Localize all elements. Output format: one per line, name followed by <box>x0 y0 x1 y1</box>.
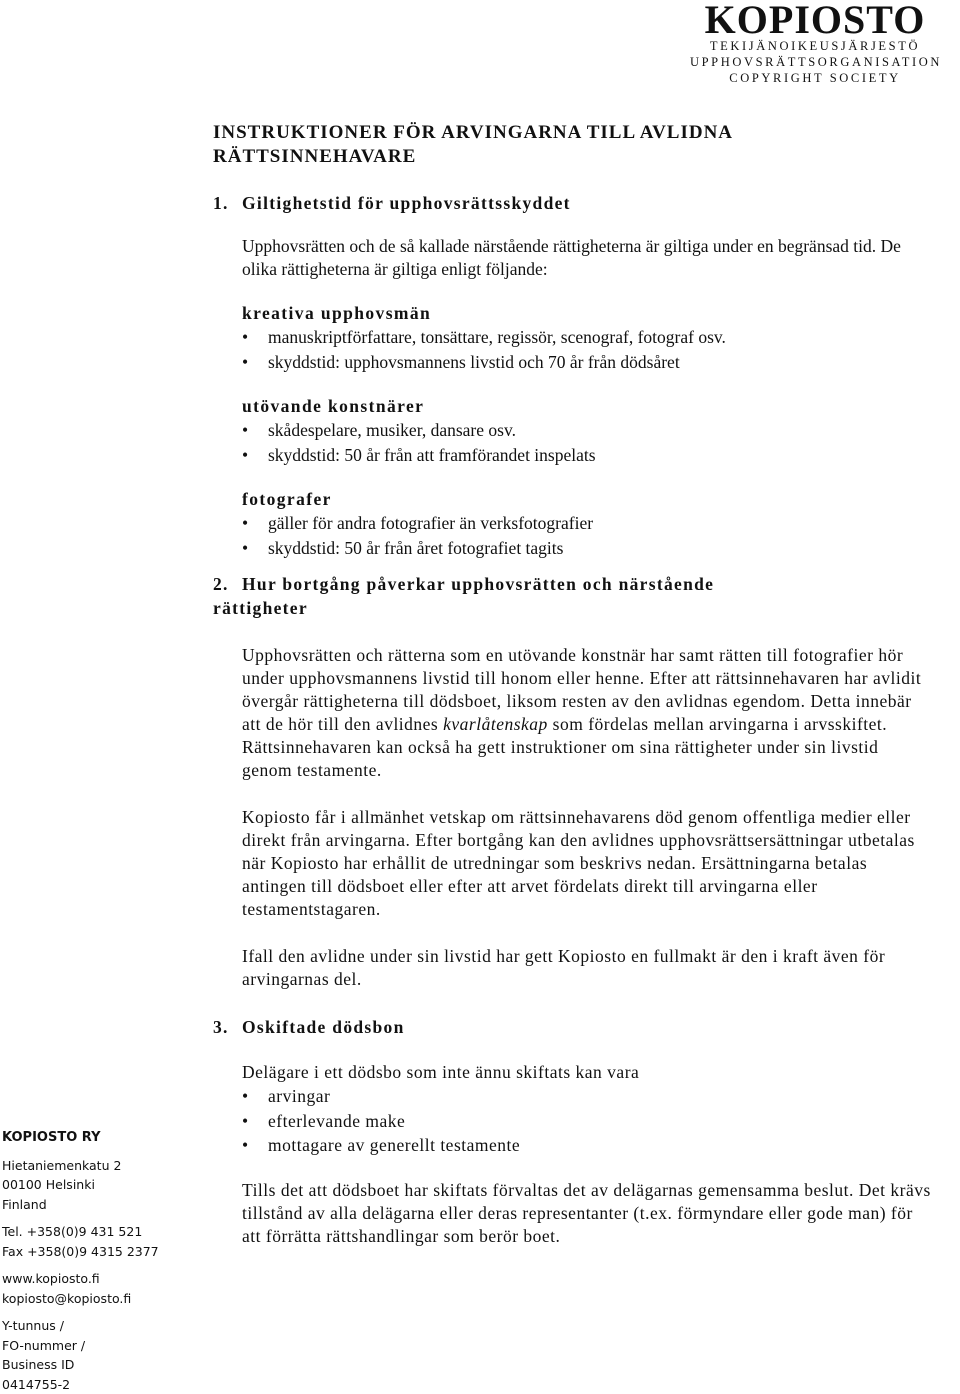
section-2-title-line-1: Hur bortgång påverkar upphovsrätten och närstående <box>242 574 714 594</box>
document-title-line-2: RÄTTSINNEHAVARE <box>213 145 933 169</box>
list-item: • efterlevande make <box>242 1109 933 1134</box>
section-1-title: Giltighetstid för upphovsrättsskyddet <box>242 193 571 213</box>
section-3-body <box>242 1061 933 1248</box>
group-performers-list <box>242 418 933 467</box>
section-2-heading <box>213 572 933 620</box>
section-2-body <box>242 644 933 991</box>
section-2-paragraph-2: Kopiosto får i allmänhet vetskap om rättsinnehavarens död genom offentliga medier eller direkt från arvingarna. Efter bortgång kan den avlidnes upphovsrättsersättningar utbetalas när Kopiosto har erhållit de utredningar som beskrivs nedan. Ersättningarna betalas antingen till dödsboet eller efter att arvet fördelats direkt till arvingarna eller testamentstagaren. <box>242 806 933 921</box>
section-2-paragraph-3: Ifall den avlidne under sin livstid har gett Kopiosto en fullmakt är den i kraft även för arvingarnas del. <box>242 945 933 991</box>
contact-sidebar <box>2 1128 192 1394</box>
section-3-title: Oskiftade dödsbon <box>242 1017 405 1037</box>
section-2-number: 2. <box>213 572 242 596</box>
business-id-label-3: Business ID <box>2 1355 192 1375</box>
section-1-intro: Upphovsrätten och de så kallade närstående rättigheterna är giltiga under en begränsad tid. De olika rättigheterna är giltiga enligt följande: <box>242 235 933 281</box>
section-3-heading <box>213 1015 933 1039</box>
list-item: • arvingar <box>242 1084 933 1109</box>
emphasis-kvarlatenskap: kvarlåtenskap <box>443 714 548 734</box>
kopiosto-logo <box>690 0 940 86</box>
company-name: KOPIOSTO RY <box>2 1128 192 1148</box>
address-street: Hietaniemenkatu 2 <box>2 1156 192 1176</box>
list-item: • skyddstid: upphovsmannens livstid och 70 år från dödsåret <box>242 350 933 375</box>
group-creators-list <box>242 325 933 374</box>
section-3-intro: Delägare i ett dödsbo som inte ännu skiftats kan vara <box>242 1061 933 1084</box>
list-item: • skådespelare, musiker, dansare osv. <box>242 418 933 443</box>
logo-tagline-english: COPYRIGHT SOCIETY <box>690 70 940 86</box>
business-id-label-1: Y-tunnus / <box>2 1316 192 1336</box>
section-1-body <box>242 235 933 560</box>
section-1-heading <box>213 191 933 215</box>
list-item: • skyddstid: 50 år från året fotografiet tagits <box>242 536 933 561</box>
list-item: • mottagare av generellt testamente <box>242 1133 933 1158</box>
list-item: • skyddstid: 50 år från att framförandet inspelats <box>242 443 933 468</box>
section-3-number: 3. <box>213 1015 242 1039</box>
logo-tagline-finnish: TEKIJÄNOIKEUSJÄRJESTÖ <box>690 38 940 54</box>
phone-number: Tel. +358(0)9 431 521 <box>2 1222 192 1242</box>
section-2-title-line-2: rättigheter <box>213 596 933 620</box>
logo-tagline-swedish: UPPHOVSRÄTTSORGANISATION <box>690 54 940 70</box>
group-performers-heading: utövande konstnärer <box>242 394 933 418</box>
section-2-paragraph-1-end: som fördelas mellan arvingarna i arvsskiftet. Rättsinnehavaren kan också ha gett instruktioner om sina rättigheter under sin livstid genom testamente. <box>242 714 887 780</box>
co-owner-list <box>242 1084 933 1158</box>
email-link[interactable]: kopiosto@kopiosto.fi <box>2 1289 192 1309</box>
group-creators-heading: kreativa upphovsmän <box>242 301 933 325</box>
section-2-paragraph-1-start: Upphovsrätten och rätterna som en utövande konstnär har samt rätten till fotografier hör under upphovsmannens livstid till honom eller henne. Efter att rättsinnehavaren har avlidit övergår rättigheterna till dödsboet, liksom resten av den avlidnas egendom. Detta innebär att de hör till den avlidnes <box>242 645 921 734</box>
logo-wordmark: KOPIOSTO <box>690 2 940 38</box>
section-2-paragraph-1 <box>242 644 933 782</box>
fax-number: Fax +358(0)9 4315 2377 <box>2 1242 192 1262</box>
address-country: Finland <box>2 1195 192 1215</box>
group-photographers-list <box>242 511 933 560</box>
document-title <box>213 121 933 169</box>
business-id-value: 0414755-2 <box>2 1375 192 1394</box>
list-item: • manuskriptförfattare, tonsättare, regissör, scenograf, fotograf osv. <box>242 325 933 350</box>
section-1-number: 1. <box>213 191 242 215</box>
document-title-line-1: INSTRUKTIONER FÖR ARVINGARNA TILL AVLIDNA <box>213 121 933 145</box>
group-photographers-heading: fotografer <box>242 487 933 511</box>
address-city: 00100 Helsinki <box>2 1175 192 1195</box>
list-item: • gäller för andra fotografier än verksfotografier <box>242 511 933 536</box>
document-body <box>213 121 933 1248</box>
business-id-label-2: FO-nummer / <box>2 1336 192 1356</box>
website-link[interactable]: www.kopiosto.fi <box>2 1269 192 1289</box>
section-3-paragraph: Tills det att dödsboet har skiftats förvaltas det av delägarnas gemensamma beslut. Det krävs tillstånd av alla delägarna eller deras representanter (t.ex. förmyndare eller gode man) för att förrätta rättshandlingar som berör boet. <box>242 1179 933 1248</box>
